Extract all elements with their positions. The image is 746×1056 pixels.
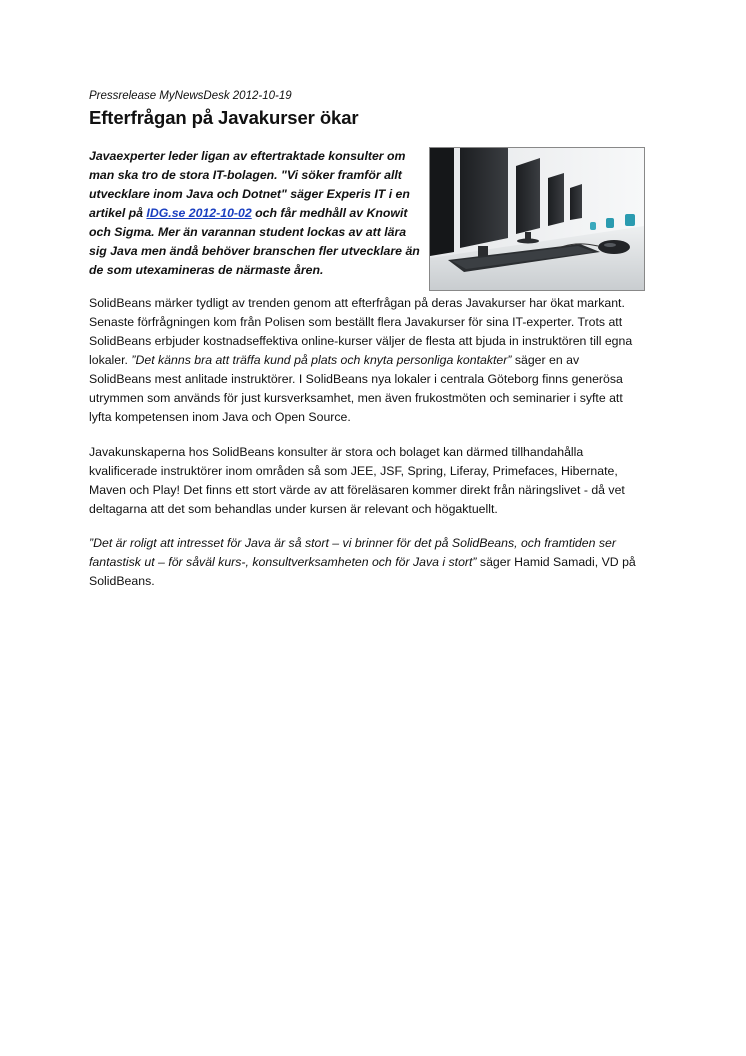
ceo-quote-line: ”Det är roligt att intresset för Java är så stort – vi brinner för det på SolidBeans, och framtiden ser (89, 536, 616, 550)
computer-monitors-illustration (430, 148, 644, 290)
body-line: SolidBeans märker tydligt av trenden genom att efterfrågan på deras Javakurser har ökat markant. (89, 296, 625, 310)
computer-lab-photo (429, 147, 645, 291)
page-title: Efterfrågan på Javakurser ökar (89, 107, 359, 128)
lead-paragraph (89, 147, 420, 280)
body-line: SolidBeans mest anlitade instruktörer. I SolidBeans nya lokaler i centrala Göteborg finns generösa (89, 372, 623, 386)
lead-line: man ska tro de stora IT-bolagen. "Vi söker framför allt (89, 168, 402, 182)
lead-line: de som utexamineras de närmaste åren. (89, 263, 324, 277)
body-text: säger en av (511, 353, 580, 367)
body-line: deltagarna att det som behandlas under kursen är relevant och högaktuellt. (89, 502, 498, 516)
body-line: SolidBeans. (89, 574, 155, 588)
body-line: Maven och Play! Det finns ett stort värde av att föreläsaren kommer direkt från näringslivet - då vet (89, 483, 625, 497)
body-paragraph-2 (89, 443, 659, 519)
body-line: utrymmen som används för just kursverksamhet, men även frukostmöten och seminarier i syfte att (89, 391, 623, 405)
body-paragraph-3 (89, 534, 659, 591)
body-line: SolidBeans erbjuder kostnadseffektiva online-kurser väljer de flesta att bjuda in instruktören till egna (89, 334, 633, 348)
body-paragraph-1 (89, 294, 659, 427)
body-line: Senaste förfrågningen kom från Polisen som beställt flera Javakurser för sina IT-experter. Trots att (89, 315, 623, 329)
body-line: lyfta kompetensen inom Java och Open Source. (89, 410, 351, 424)
lead-text: artikel på (89, 206, 147, 220)
lead-line: utvecklare inom Java och Dotnet" säger Experis IT i en (89, 187, 410, 201)
body-text: lokaler. (89, 353, 132, 367)
body-line (89, 351, 659, 370)
ceo-quote-line: fantastisk ut – för såväl kurs-, konsultverksamheten och för Java i stort” (89, 555, 477, 569)
lead-line: Javaexperter leder ligan av eftertraktade konsulter om (89, 149, 406, 163)
lead-line: och Sigma. Mer än varannan student lockas av att lära (89, 225, 407, 239)
body-line: kvalificerade instruktörer inom områden så som JEE, JSF, Spring, Liferay, Primefaces, Hibernate, (89, 464, 618, 478)
lead-text: och får medhåll av Knowit (251, 206, 408, 220)
body-line: Javakunskaperna hos SolidBeans konsulter är stora och bolaget kan därmed tillhandahålla (89, 445, 584, 459)
body-line (89, 553, 659, 572)
body-text: säger Hamid Samadi, VD på (476, 555, 636, 569)
instructor-quote: ”Det känns bra att träffa kund på plats och knyta personliga kontakter” (131, 353, 512, 367)
idg-article-link[interactable]: IDG.se 2012-10-02 (146, 206, 252, 220)
lead-line (89, 204, 415, 223)
lead-line: sig Java men ändå behöver branschen fler utvecklare än (89, 244, 420, 258)
dateline: Pressrelease MyNewsDesk 2012-10-19 (89, 90, 292, 102)
